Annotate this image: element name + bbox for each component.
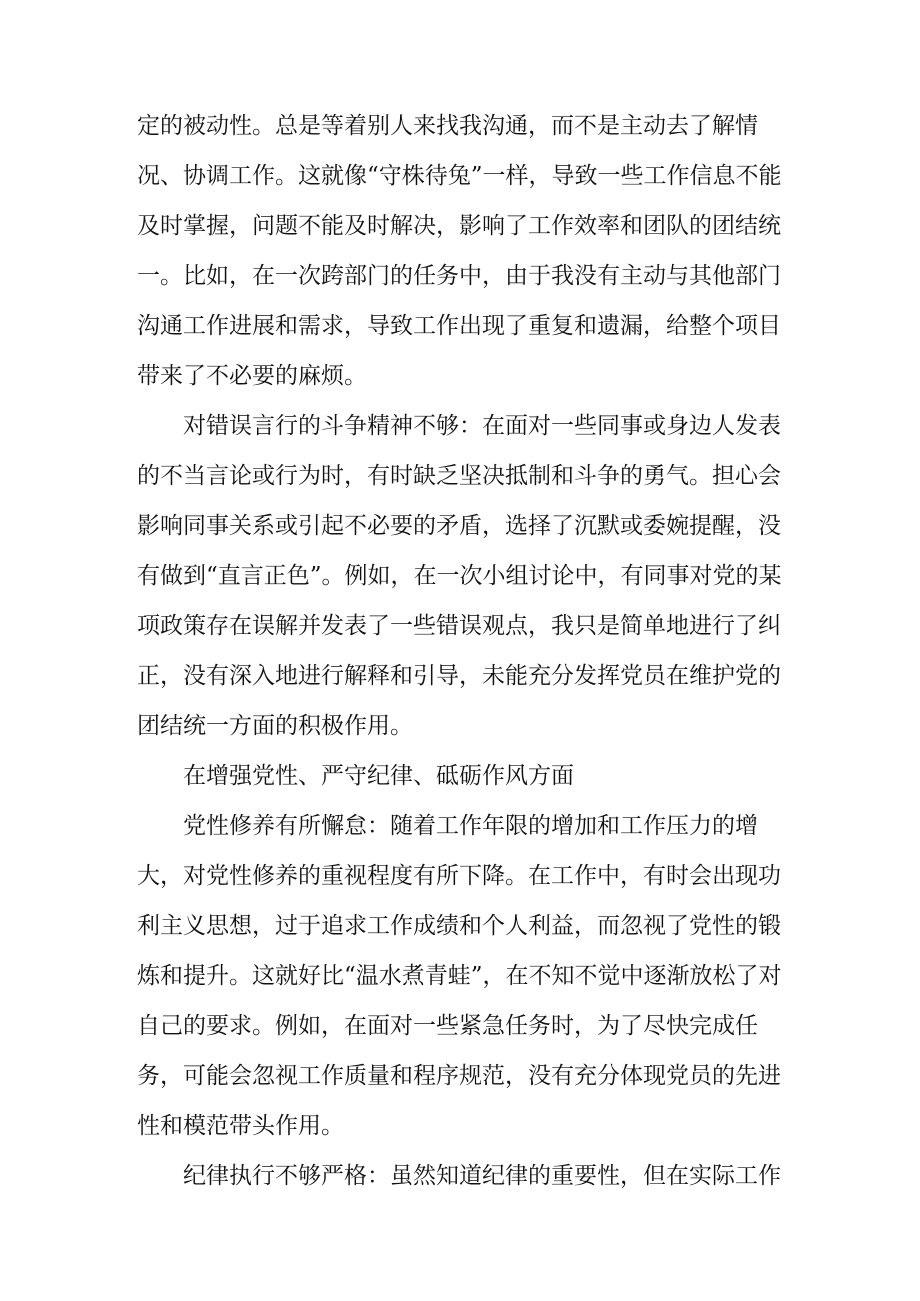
- paragraph-struggle-spirit: 对错误言行的斗争精神不够：在面对一些同事或身边人发表的不当言论或行为时，有时缺乏坚决抵制和斗争的勇气。担心会影响同事关系或引起不必要的矛盾，选择了沉默或委婉提醒，没有做到“直言正色”。例如，在一次小组讨论中，有同事对党的某项政策存在误解并发表了一些错误观点，我只是简单地进行了纠正，没有深入地进行解释和引导，未能充分发挥党员在维护党的团结统一方面的积极作用。: [137, 413, 782, 739]
- section-heading: 在增强党性、严守纪律、砥砺作风方面: [183, 763, 574, 789]
- paragraph-party-spirit: 党性修养有所懈怠：随着工作年限的增加和工作压力的增大，对党性修养的重视程度有所下降。在工作中，有时会出现功利主义思想，过于追求工作成绩和个人利益，而忽视了党性的锻炼和提升。这就好比“温水煮青蛙”，在不知不觉中逐渐放松了对自己的要求。例如，在面对一些紧急任务时，为了尽快完成任务，可能会忽视工作质量和程序规范，没有充分体现党员的先进性和模范带头作用。: [137, 813, 782, 1139]
- paragraph-discipline: 纪律执行不够严格：虽然知道纪律的重要性，但在实际工作: [183, 1163, 781, 1189]
- document-body: [137, 101, 787, 1201]
- paragraph-continued: 定的被动性。总是等着别人来找我沟通，而不是主动去了解情况、协调工作。这就像“守株待兔”一样，导致一些工作信息不能及时掌握，问题不能及时解决，影响了工作效率和团队的团结统一。比如，在一次跨部门的任务中，由于我没有主动与其他部门沟通工作进展和需求，导致工作出现了重复和遗漏，给整个项目带来了不必要的麻烦。: [137, 113, 782, 389]
